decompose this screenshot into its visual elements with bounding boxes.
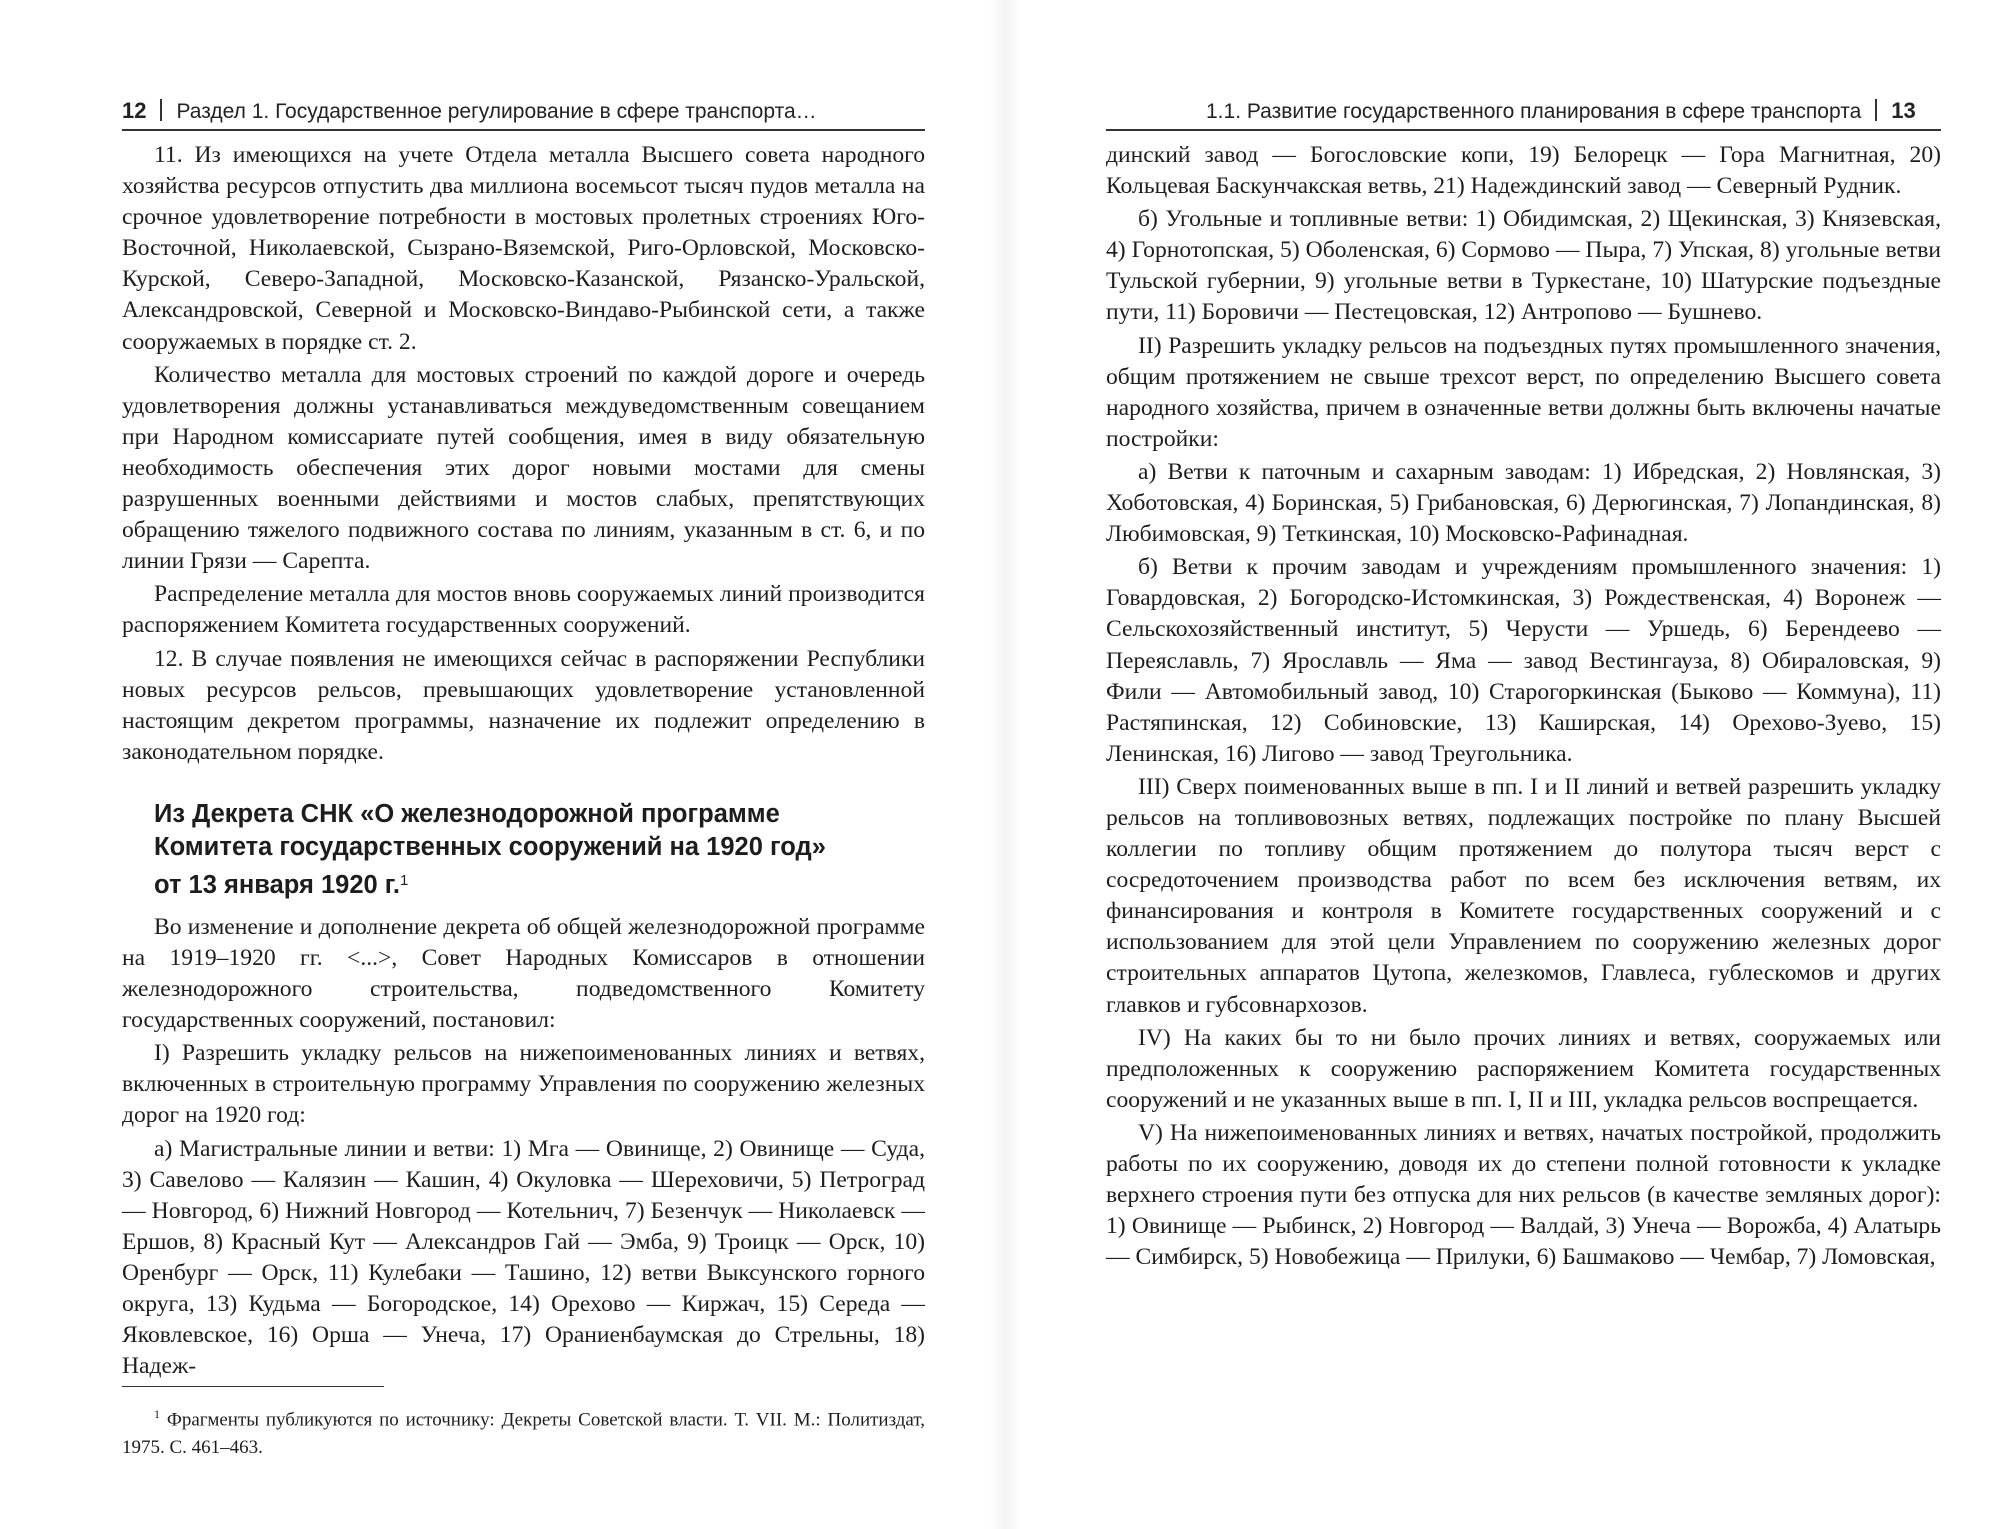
decree-heading [154,798,925,902]
decree-heading-line: от 13 января 1920 г. [154,870,400,899]
paragraph: 11. Из имеющихся на учете Отдела металла Высшего совета народного хозяйства ресурсов отпустить два миллиона восемьсот тысяч пудов металла на срочное удовлетворение потребности в мостовых пролетных строениях Юго-Восточной, Николаевской, Сызрано-Вяземской, Риго-Орловской, Московско-Курской, Северо-Западной, Московско-Казанской, Рязанско-Уральской, Александровской, Северной и Московско-Виндаво-Рыбинской сети, а также сооружаемых в порядке ст. 2. [122,142,925,355]
footnote-mark: 1 [154,1407,160,1421]
paragraph: б) Угольные и топливные ветви: 1) Обидимская, 2) Щекинская, 3) Князевская, 4) Горнотопская, 5) Оболенская, 6) Сормово — Пыра, 7) Упская, 8) угольные ветви Тульской губернии, 9) угольные ветви в Туркестане, 10) Шатурские подъездные пути, 11) Боровичи — Пестецовская, 12) Антропово — Бушнево. [1106,206,1941,326]
paragraph-continuation: динский завод — Богословские копи, 19) Белорецк — Гора Магнитная, 20) Кольцевая Баскунчакская ветвь, 21) Надеждинский завод — Северный Рудник. [1106,142,1941,200]
header-separator [160,99,162,121]
running-head-title: 1.1. Развитие государственного планирования в сфере транспорта [1206,100,1862,123]
decree-heading-line: Комитета государственных сооружений на 1920 год» [154,832,826,861]
book-gutter [990,0,1020,1529]
paragraph: Количество металла для мостовых строений по каждой дороге и очередь удовлетворения должны устанавливаться междуведомственным совещанием при Народном комиссариате путей сообщения, имея в виду обязательную необходимость обеспечения этих дорог новыми мостами для смены разрушенных военными действиями и мостов слабых, препятствующих обращению тяжелого подвижного состава по линиям, указанным в ст. 6, и по линии Грязи — Сарепта. [122,361,925,575]
paragraph: Распределение металла для мостов вновь сооружаемых линий производится распоряжением Комитета государственных сооружений. [122,581,925,639]
paragraph: б) Ветви к прочим заводам и учреждениям промышленного значения: 1) Говардовская, 2) Богородско-Истомкинская, 3) Рождественская, 4) Воронеж — Сельскохозяйственный институт, 5) Черусти — Уршедь, 6) Берендеево — Переяславль, 7) Ярославль — Яма — завод Вестингауза, 8) Обираловская, 9) Фили — Автомобильный завод, 10) Старогоркинская (Быково — Коммуна), 11) Растяпинская, 12) Собиновские, 13) Каширская, 14) Орехово-Зуево, 15) Ленинская, 16) Лигово — завод Треугольника. [1106,554,1941,767]
footnote-text: Фрагменты публикуются по источнику: Декреты Советской власти. Т. VII. М.: Политиздат, 1975. С. 461–463. [122,1409,925,1459]
header-rule [1106,129,1941,131]
page-number: 13 [1891,98,1916,123]
paragraph: а) Магистральные линии и ветви: 1) Мга — Овинище, 2) Овинище — Суда, 3) Савелово — Калязин — Кашин, 4) Окуловка — Шереховичи, 5) Петроград — Новгород, 6) Нижний Новгород — Котельнич, 7) Безенчук — Николаевск — Ершов, 8) Красный Кут — Александров Гай — Эмба, 9) Троицк — Орск, 10) Оренбург — Орск, 11) Кулебаки — Ташино, 12) ветви Выксунского горного округа, 13) Кудьма — Богородское, 14) Орехово — Киржач, 15) Середа — Яковлевское, 16) Орша — Унеча, 17) Ораниенбаумская до Стрельны, 18) Надеж- [122,1135,925,1380]
running-head-title: Раздел 1. Государственное регулирование в сфере транспорта… [176,100,817,123]
left-page [0,0,980,1529]
header-separator [1875,99,1877,121]
running-head-left [122,96,817,126]
paragraph: II) Разрешить укладку рельсов на подъездных путях промышленного значения, общим протяжением не свыше трехсот верст, по определению Высшего совета народного хозяйства, причем в означенные ветви должны быть включены начатые постройки: [1106,332,1941,452]
paragraph: Во изменение и дополнение декрета об общей железнодорожной программе на 1919–1920 гг. <...>, Совет Народных Комиссаров в отношении железнодорожного строительства, подведомственного Комитету государственных сооружений, постановил: [122,913,925,1034]
page-number: 12 [122,98,147,123]
paragraph: I) Разрешить укладку рельсов на нижепоименованных линиях и ветвях, включенных в строительную программу Управления по сооружению железных дорог на 1920 год: [122,1040,925,1129]
decree-heading-line: Из Декрета СНК «О железнодорожной программе [154,799,780,828]
right-body-text [1106,140,1941,1275]
paragraph: V) На нижепоименованных линиях и ветвях, начатых постройкой, продолжить работы по их сооружению, доводя их до степени полной готовности к укладке верхнего строения пути без отпуска для них рельсов (в качестве земляных дорог): 1) Овинище — Рыбинск, 2) Новгород — Валдай, 3) Унеча — Ворожба, 4) Алатырь — Симбирск, 5) Новобежица — Прилуки, 6) Башмаково — Чембар, 7) Ломовская, [1106,1119,1941,1271]
footnote [122,1400,925,1462]
left-body-text [122,140,925,1384]
paragraph: а) Ветви к паточным и сахарным заводам: 1) Ибредская, 2) Новлянская, 3) Хоботовская, 4) Боринская, 5) Грибановская, 6) Дерюгинская, 7) Лопандинская, 8) Любимовская, 9) Теткинская, 10) Московско-Рафинадная. [1106,458,1941,548]
footnote-reference[interactable]: 1 [399,871,409,889]
running-head-right [1206,96,1916,126]
paragraph: 12. В случае появления не имеющихся сейчас в распоряжении Республики новых ресурсов рельсов, превышающих удовлетворение установленной настоящим декретом программы, назначение их подлежит определению в законодательном порядке. [122,645,925,765]
paragraph: IV) На каких бы то ни было прочих линиях и ветвях, сооружаемых или предположенных к сооружению распоряжением Комитета государственных сооружений и не указанных выше в пп. I, II и III, укладка рельсов воспрещается. [1106,1024,1941,1113]
paragraph: III) Сверх поименованных выше в пп. I и II линий и ветвей разрешить укладку рельсов на топливовозных ветвях, подлежащих постройке по плану Высшей коллегии по топливу общим протяжением до полутора тысяч верст с сосредоточением производства работ по всем без исключения ветвям, их финансирования и контроля в Комитете государственных сооружений и с использованием для этой цели Управлением по сооружению железных дорог строительных аппаратов Цутопа, железкомов, Главлеса, гублескомов и других главков и губсовнархозов. [1106,773,1941,1018]
header-rule [122,129,925,131]
right-page [1020,0,2000,1529]
footnote-rule [122,1386,384,1387]
